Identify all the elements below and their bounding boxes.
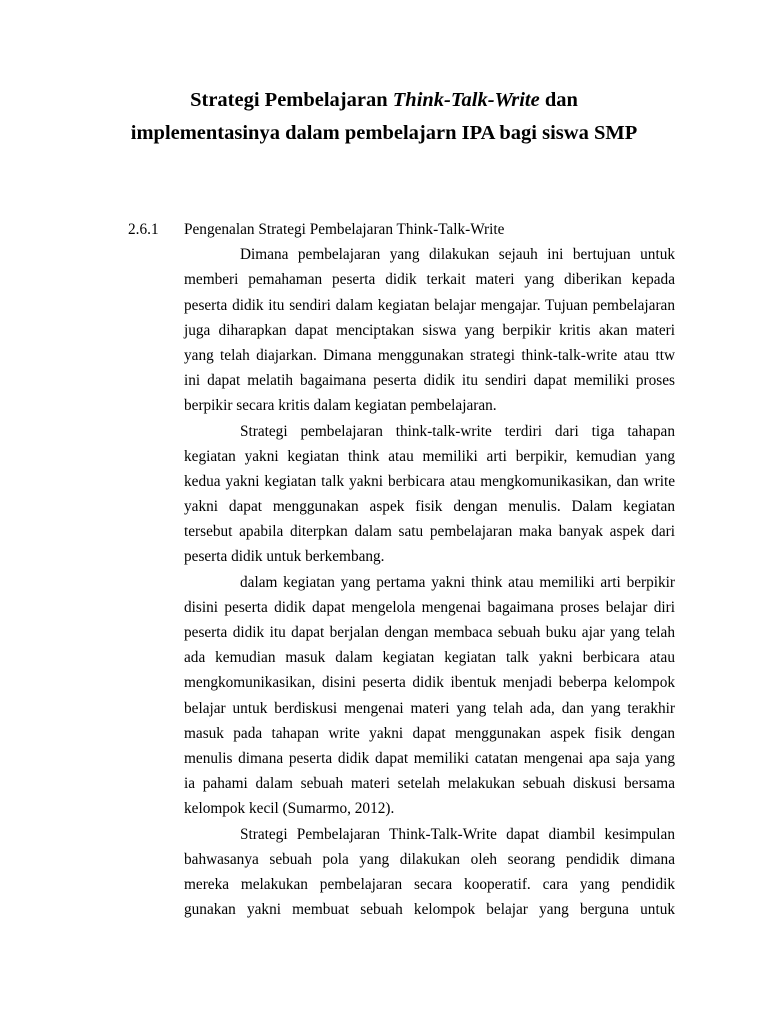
title-text-end: dan [539,89,578,111]
section-title: Pengenalan Strategi Pembelajaran Think-Talk-Write [184,221,505,238]
text-line: Dimana pembelajaran yang dilakukan sejauh ini bertujuan untuk [240,246,675,264]
title-italic-term: Think-Talk-Write [392,89,540,111]
text-line: ada kemudian masuk dalam kegiatan kegiatan talk yakni berbicara atau [184,649,675,667]
text-line: Strategi Pembelajaran Think-Talk-Write dapat diambil kesimpulan [240,825,675,843]
paragraph-2 [184,419,675,570]
text-line: dalam kegiatan yang pertama yakni think atau memiliki arti berpikir [240,573,675,591]
text-line: gunakan yakni membuat sebuah kelompok belajar yang berguna untuk [184,901,675,919]
text-line: masuk pada tahapan write yakni dapat menggunakan aspek fisik dengan [184,724,675,742]
paragraph-3 [184,570,675,822]
text-line: peserta didik untuk berkembang. [184,548,385,566]
text-line: Strategi pembelajaran think-talk-write terdiri dari tiga tahapan [240,422,675,440]
text-line: peserta didik itu dapat berjalan dengan membaca sebuah buku ajar yang telah [184,624,675,641]
text-line: kelompok kecil (Sumarmo, 2012). [184,800,395,818]
text-line: mengkomunikasikan, disini peserta didik ibentuk menjadi beberpa kelompok [184,674,675,692]
text-line: menulis dimana peserta didik dapat memiliki catatan mengenai apa saja yang [184,749,675,767]
text-line: berpikir secara kritis dalam kegiatan pembelajaran. [184,397,497,415]
text-line: ia pahami dalam sebuah materi setelah melakukan sebuah diskusi bersama [184,775,675,793]
text-line: yakni dapat menggunakan aspek fisik dengan menulis. Dalam kegiatan [184,498,675,516]
text-line: kegiatan yakni kegiatan think atau memiliki arti berpikir, kemudian yang [184,447,675,465]
text-line: tersebut apabila diterpkan dalam satu pembelajaran maka banyak aspek dari [184,523,675,541]
document-title [0,84,768,150]
section-number: 2.6.1 [128,221,159,238]
title-line-1 [0,84,768,117]
section-heading [128,217,675,242]
text-line: peserta didik itu sendiri dalam kegiatan belajar mengajar. Tujuan pembelajaran [184,296,675,314]
document-body [128,217,675,922]
text-line: memberi pemahaman peserta didik terkait materi yang diberikan kepada [184,271,675,289]
text-line: kedua yakni kegiatan talk yakni berbicara atau mengkomunikasikan, dan write [184,472,675,490]
title-text-start: Strategi Pembelajaran [190,89,393,111]
paragraph-1 [184,242,675,418]
text-line: mereka melakukan pembelajaran secara kooperatif. cara yang pendidik [184,875,675,893]
text-line: disini peserta didik dapat mengelola mengenai bagaimana proses belajar diri [184,598,675,616]
paragraph-4 [184,822,675,923]
text-line: ini dapat melatih bagaimana peserta didik itu sendiri dapat memiliki proses [184,372,675,390]
text-line: bahwasanya sebuah pola yang dilakukan oleh seorang pendidik dimana [184,850,675,868]
text-line: juga diharapkan dapat menciptakan siswa yang berpikir kritis akan materi [184,321,675,339]
text-line: belajar untuk berdiskusi mengenai materi yang telah ada, dan yang terakhir [184,699,675,717]
text-line: yang telah diajarkan. Dimana menggunakan strategi think-talk-write atau ttw [184,346,675,364]
title-line-2: implementasinya dalam pembelajarn IPA bagi siswa SMP [130,122,638,144]
